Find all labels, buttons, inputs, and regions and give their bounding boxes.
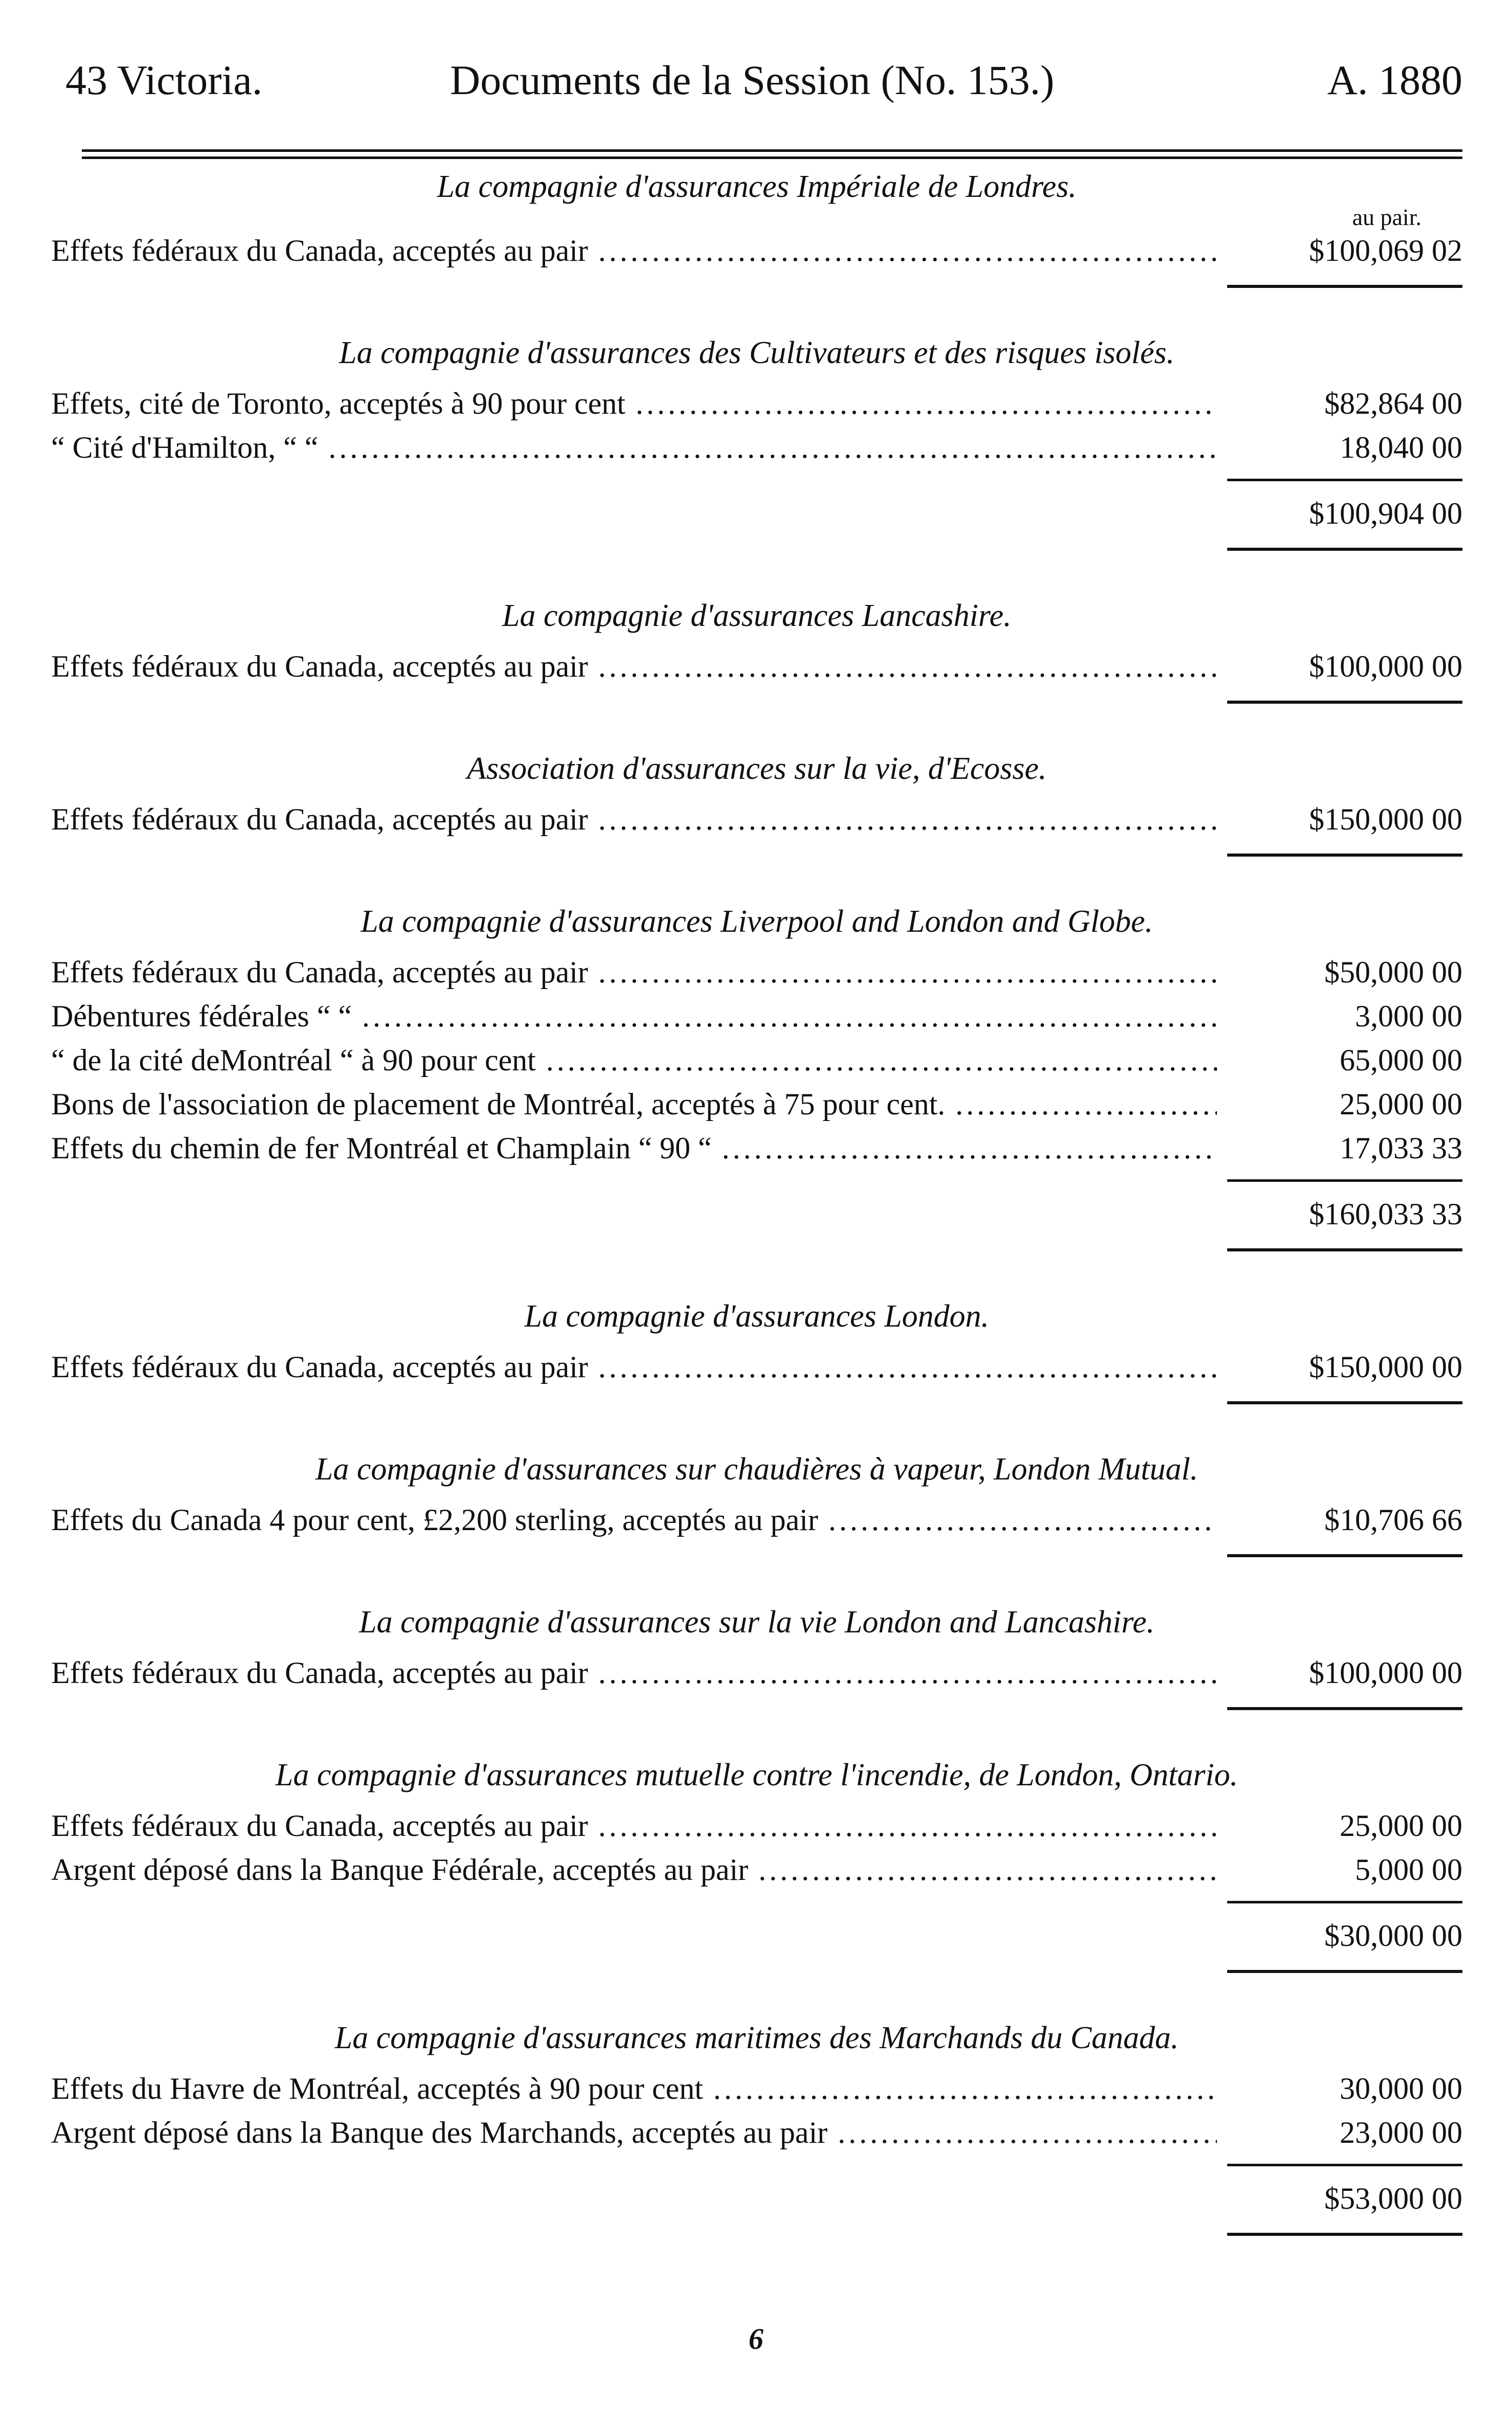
- header-title: Documents de la Session (No. 153.): [450, 57, 1054, 103]
- subtotal-rule: [1227, 1901, 1462, 1903]
- total-row: [51, 1914, 1462, 1958]
- company-section: [51, 2020, 1462, 2236]
- security-amount: $100,000 00: [1309, 1656, 1462, 1690]
- section-end-rule: [1227, 2233, 1462, 2236]
- security-amount: 18,040 00: [1340, 431, 1462, 464]
- section-end-rule: [1227, 1248, 1462, 1251]
- dot-leader: [598, 229, 1217, 273]
- company-title: La compagnie d'assurances sur chaudières à vapeur, London Mutual.: [315, 1452, 1199, 1487]
- security-label: “ Cité d'Hamilton, “ “: [51, 431, 319, 464]
- security-row: [51, 994, 1462, 1038]
- dot-leader: [598, 1651, 1217, 1695]
- security-row: [51, 1345, 1462, 1389]
- company-section: [51, 751, 1462, 857]
- security-amount: $150,000 00: [1309, 802, 1462, 836]
- company-title: La compagnie d'assurances maritimes des Marchands du Canada.: [334, 2021, 1179, 2055]
- dot-leader: [362, 994, 1217, 1038]
- security-amount: 25,000 00: [1340, 1809, 1462, 1843]
- security-row: [51, 1498, 1462, 1542]
- security-label: Effets fédéraux du Canada, acceptés au pair: [51, 1656, 589, 1690]
- security-amount: $82,864 00: [1324, 387, 1462, 420]
- security-label: Effets fédéraux du Canada, acceptés au pair: [51, 1350, 589, 1384]
- security-label: Bons de l'association de placement de Montréal, acceptés à 75 pour cent.: [51, 1087, 945, 1121]
- security-amount: $100,069 02: [1309, 234, 1462, 267]
- header-rule: [82, 149, 1462, 152]
- page-header: [51, 56, 1462, 113]
- security-amount: 5,000 00: [1355, 1853, 1462, 1887]
- dot-leader: [598, 1804, 1217, 1848]
- header-left: 43 Victoria.: [65, 57, 263, 103]
- dot-leader: [713, 2067, 1217, 2111]
- section-end-rule: [1227, 1707, 1462, 1710]
- security-label: Effets, cité de Toronto, acceptés à 90 pour cent: [51, 387, 626, 420]
- total-row: [51, 2177, 1462, 2221]
- security-row: [51, 644, 1462, 688]
- security-label: Effets fédéraux du Canada, acceptés au pair: [51, 234, 589, 267]
- security-row: [51, 950, 1462, 994]
- security-amount: 30,000 00: [1340, 2072, 1462, 2105]
- company-section: [51, 1298, 1462, 1404]
- company-title: La compagnie d'assurances mutuelle contre l'incendie, de London, Ontario.: [275, 1758, 1238, 1792]
- security-amount: 65,000 00: [1340, 1043, 1462, 1077]
- security-row: [51, 1651, 1462, 1695]
- security-row: [51, 1126, 1462, 1170]
- security-label: Effets fédéraux du Canada, acceptés au pair: [51, 802, 589, 836]
- company-title: Association d'assurances sur la vie, d'Ecosse.: [467, 751, 1047, 786]
- security-amount: 23,000 00: [1340, 2116, 1462, 2149]
- security-amount: 3,000 00: [1355, 999, 1462, 1033]
- total-row: [51, 491, 1462, 535]
- security-row: [51, 2067, 1462, 2111]
- company-section: [51, 1604, 1462, 1710]
- section-end-rule: [1227, 1554, 1462, 1557]
- security-row: [51, 1804, 1462, 1848]
- securities-list: [51, 169, 1462, 2283]
- security-row: [51, 797, 1462, 841]
- header-right: A. 1880: [1327, 57, 1462, 103]
- company-title: La compagnie d'assurances London.: [524, 1299, 989, 1334]
- company-title: La compagnie d'assurances des Cultivateurs et des risques isolés.: [339, 335, 1175, 370]
- security-amount: $50,000 00: [1324, 955, 1462, 989]
- dot-leader: [546, 1038, 1217, 1082]
- subtotal-rule: [1227, 479, 1462, 481]
- total-row: [51, 1192, 1462, 1236]
- company-section: [51, 1451, 1462, 1557]
- header-rule-secondary: [82, 156, 1462, 159]
- company-title: La compagnie d'assurances Lancashire.: [502, 598, 1012, 633]
- security-label: “ de la cité deMontréal “ à 90 pour cent: [51, 1043, 536, 1077]
- company-title: La compagnie d'assurances Liverpool and London and Globe.: [360, 904, 1153, 939]
- total-amount: $53,000 00: [1324, 2182, 1462, 2215]
- company-section: [51, 598, 1462, 704]
- page-number: 6: [749, 2322, 763, 2356]
- dot-leader: [828, 1498, 1217, 1542]
- section-end-rule: [1227, 854, 1462, 857]
- company-title: La compagnie d'assurances Impériale de Londres.: [437, 169, 1077, 204]
- section-end-rule: [1227, 1970, 1462, 1973]
- security-amount: 17,033 33: [1340, 1131, 1462, 1165]
- dot-leader: [636, 382, 1217, 425]
- security-row: [51, 2111, 1462, 2155]
- section-end-rule: [1227, 285, 1462, 288]
- security-amount: 25,000 00: [1340, 1087, 1462, 1121]
- security-row: [51, 1038, 1462, 1082]
- security-label: Effets fédéraux du Canada, acceptés au pair: [51, 1809, 589, 1843]
- security-row: [51, 1082, 1462, 1126]
- dot-leader: [838, 2111, 1217, 2155]
- dot-leader: [956, 1082, 1217, 1126]
- dot-leader: [722, 1126, 1217, 1170]
- security-label: Effets du chemin de fer Montréal et Champlain “ 90 “: [51, 1131, 712, 1165]
- company-section: [51, 1757, 1462, 1973]
- company-section: [51, 169, 1462, 288]
- total-amount: $160,033 33: [1309, 1197, 1462, 1231]
- security-label: Effets du Canada 4 pour cent, £2,200 sterling, acceptés au pair: [51, 1503, 819, 1537]
- security-amount: $10,706 66: [1324, 1503, 1462, 1537]
- security-row: [51, 1848, 1462, 1892]
- company-section: [51, 904, 1462, 1251]
- security-row: [51, 229, 1462, 273]
- security-label: Effets du Havre de Montréal, acceptés à 90 pour cent: [51, 2072, 704, 2105]
- security-label: Débentures fédérales “ “: [51, 999, 352, 1033]
- section-end-rule: [1227, 1401, 1462, 1404]
- column-note: au pair.: [1352, 204, 1421, 230]
- security-label: Effets fédéraux du Canada, acceptés au pair: [51, 649, 589, 683]
- security-label: Effets fédéraux du Canada, acceptés au pair: [51, 955, 589, 989]
- company-title: La compagnie d'assurances sur la vie London and Lancashire.: [359, 1605, 1155, 1640]
- dot-leader: [598, 797, 1217, 841]
- dot-leader: [328, 425, 1217, 469]
- section-end-rule: [1227, 548, 1462, 551]
- total-amount: $100,904 00: [1309, 497, 1462, 530]
- subtotal-rule: [1227, 2164, 1462, 2166]
- total-amount: $30,000 00: [1324, 1919, 1462, 1953]
- dot-leader: [598, 644, 1217, 688]
- security-row: [51, 425, 1462, 469]
- security-label: Argent déposé dans la Banque Fédérale, acceptés au pair: [51, 1853, 749, 1887]
- security-label: Argent déposé dans la Banque des Marchands, acceptés au pair: [51, 2116, 828, 2149]
- company-section: [51, 335, 1462, 551]
- section-end-rule: [1227, 701, 1462, 704]
- security-amount: $150,000 00: [1309, 1350, 1462, 1384]
- dot-leader: [598, 1345, 1217, 1389]
- dot-leader: [598, 950, 1217, 994]
- security-row: [51, 382, 1462, 425]
- dot-leader: [758, 1848, 1217, 1892]
- subtotal-rule: [1227, 1179, 1462, 1182]
- security-amount: $100,000 00: [1309, 649, 1462, 683]
